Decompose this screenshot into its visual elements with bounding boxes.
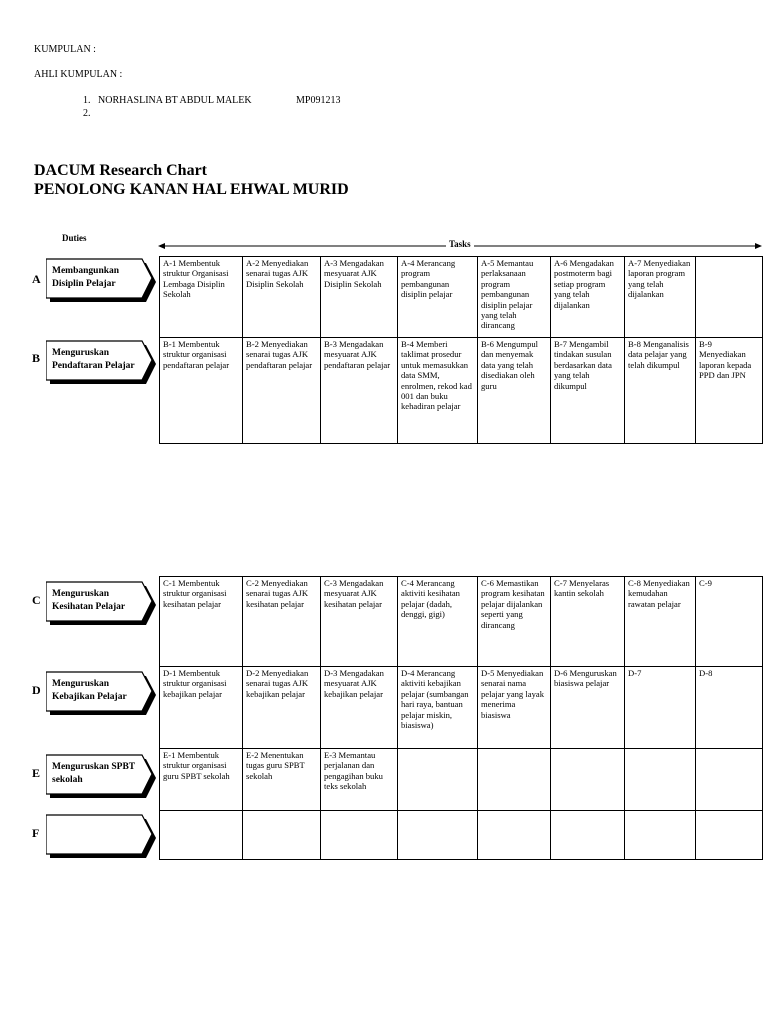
kumpulan-label: KUMPULAN : <box>34 44 96 55</box>
task-cell-f8 <box>696 811 763 860</box>
duty-label-e: Menguruskan SPBT sekolah <box>52 762 135 785</box>
task-cell-d6: D-6 Menguruskan biasiswa pelajar <box>551 667 625 749</box>
duty-box-b <box>46 340 156 384</box>
task-cell-e8 <box>696 749 763 811</box>
row-letter-a: A <box>32 272 41 286</box>
duty-box-d <box>46 671 156 715</box>
duty-box-c <box>46 581 156 625</box>
duty-label-f <box>52 814 152 854</box>
tasks-label: Tasks <box>446 239 474 249</box>
task-cell-c1: C-1 Membentuk struktur organisasi kesihatan pelajar <box>160 577 243 667</box>
member-id: MP091213 <box>296 95 341 106</box>
row-letter-c: C <box>32 593 41 607</box>
task-cell-f5 <box>478 811 551 860</box>
row-letter-e: E <box>32 766 41 780</box>
duty-label-d: Menguruskan Kebajikan Pelajar <box>52 679 127 702</box>
task-cell-c2: C-2 Menyediakan senarai tugas AJK kesihatan pelajar <box>243 577 321 667</box>
task-cell-b6: B-6 Mengumpul dan menyemak data yang telah disediakan oleh guru <box>478 338 551 444</box>
member-number: 2. <box>83 108 91 119</box>
task-cell-f1 <box>160 811 243 860</box>
task-cell-c8: C-8 Menyediakan kemudahan rawatan pelajar <box>625 577 696 667</box>
task-cell-d2: D-2 Menyediakan senarai tugas AJK kebajikan pelajar <box>243 667 321 749</box>
duty-label-b: Menguruskan Pendaftaran Pelajar <box>52 348 135 371</box>
task-cell-a8 <box>696 257 763 338</box>
member-name: NORHASLINA BT ABDUL MALEK <box>98 95 252 106</box>
task-cell-e7 <box>625 749 696 811</box>
task-cell-f6 <box>551 811 625 860</box>
task-cell-a4: A-4 Merancang program pembangunan disiplin pelajar <box>398 257 478 338</box>
duty-row-e <box>160 749 763 811</box>
task-cell-f3 <box>321 811 398 860</box>
task-cell-a5: A-5 Memantau perlaksanaan program pembangunan disiplin pelajar yang telah dirancang <box>478 257 551 338</box>
task-cell-a2: A-2 Menyediakan senarai tugas AJK Disiplin Sekolah <box>243 257 321 338</box>
task-cell-b9: B-9 Menyediakan laporan kepada PPD dan JPN <box>696 338 763 444</box>
task-cell-a1: A-1 Membentuk struktur Organisasi Lembaga Disiplin Sekolah <box>160 257 243 338</box>
duty-label-c: Menguruskan Kesihatan Pelajar <box>52 589 126 612</box>
task-cell-d3: D-3 Mengadakan mesyuarat AJK kebajikan pelajar <box>321 667 398 749</box>
task-cell-e3: E-3 Memantau perjalanan dan pengagihan buku teks sekolah <box>321 749 398 811</box>
duty-row-f <box>160 811 763 860</box>
task-cell-b3: B-3 Mengadakan mesyuarat AJK pendaftaran pelajar <box>321 338 398 444</box>
duty-row-d <box>160 667 763 749</box>
duty-row-c <box>160 577 763 667</box>
task-cell-c4: C-4 Merancang aktiviti kesihatan pelajar (dadah, denggi, gigi) <box>398 577 478 667</box>
task-cell-e4 <box>398 749 478 811</box>
row-letter-f: F <box>32 826 40 840</box>
task-cell-d4: D-4 Merancang aktiviti kebajikan pelajar (sumbangan hari raya, bantuan pelajar miskin, biasiswa) <box>398 667 478 749</box>
chart-subtitle: PENOLONG KANAN HAL EHWAL MURID <box>34 181 349 198</box>
duty-row-a <box>160 257 763 338</box>
row-letter-d: D <box>32 683 41 697</box>
task-cell-c9: C-9 <box>696 577 763 667</box>
duty-label-a: Membangunkan Disiplin Pelajar <box>52 266 120 289</box>
task-cell-d7: D-7 <box>625 667 696 749</box>
duty-row-b <box>160 338 763 444</box>
task-cell-b8: B-8 Menganalisis data pelajar yang telah dikumpul <box>625 338 696 444</box>
task-cell-e1: E-1 Membentuk struktur organisasi guru SPBT sekolah <box>160 749 243 811</box>
task-cell-e6 <box>551 749 625 811</box>
task-cell-a6: A-6 Mengadakan postmoterm bagi setiap program yang telah dijalankan <box>551 257 625 338</box>
task-cell-d5: D-5 Menyediakan senarai nama pelajar yang layak menerima biasiswa <box>478 667 551 749</box>
task-cell-c6: C-6 Memastikan program kesihatan pelajar dijalankan seperti yang dirancang <box>478 577 551 667</box>
task-cell-f7 <box>625 811 696 860</box>
task-cell-a7: A-7 Menyediakan laporan program yang telah dijalankan <box>625 257 696 338</box>
duties-label: Duties <box>62 233 87 243</box>
tasks-table-cdef <box>159 576 763 860</box>
task-cell-a3: A-3 Mengadakan mesyuarat AJK Disiplin Sekolah <box>321 257 398 338</box>
task-cell-e2: E-2 Menentukan tugas guru SPBT sekolah <box>243 749 321 811</box>
task-cell-d1: D-1 Membentuk struktur organisasi kebajikan pelajar <box>160 667 243 749</box>
task-cell-f4 <box>398 811 478 860</box>
chart-title: DACUM Research Chart <box>34 162 207 179</box>
row-letter-b: B <box>32 351 41 365</box>
task-cell-b7: B-7 Mengambil tindakan susulan berdasarkan data yang telah dikumpul <box>551 338 625 444</box>
task-cell-f2 <box>243 811 321 860</box>
task-cell-b2: B-2 Menyediakan senarai tugas AJK pendaftaran pelajar <box>243 338 321 444</box>
tasks-table-ab <box>159 256 763 444</box>
duty-box-f <box>46 814 156 858</box>
task-cell-d8: D-8 <box>696 667 763 749</box>
task-cell-e5 <box>478 749 551 811</box>
duty-box-e <box>46 754 156 798</box>
duty-box-a <box>46 258 156 302</box>
member-number: 1. <box>83 95 91 106</box>
task-cell-c3: C-3 Mengadakan mesyuarat AJK kesihatan pelajar <box>321 577 398 667</box>
task-cell-b1: B-1 Membentuk struktur organisasi pendaftaran pelajar <box>160 338 243 444</box>
task-cell-c7: C-7 Menyelaras kantin sekolah <box>551 577 625 667</box>
task-cell-b4: B-4 Memberi taklimat prosedur untuk memasukkan data SMM, enrolmen, rekod kad 001 dan buku kehadiran pelajar <box>398 338 478 444</box>
ahli-kumpulan-label: AHLI KUMPULAN : <box>34 69 123 80</box>
